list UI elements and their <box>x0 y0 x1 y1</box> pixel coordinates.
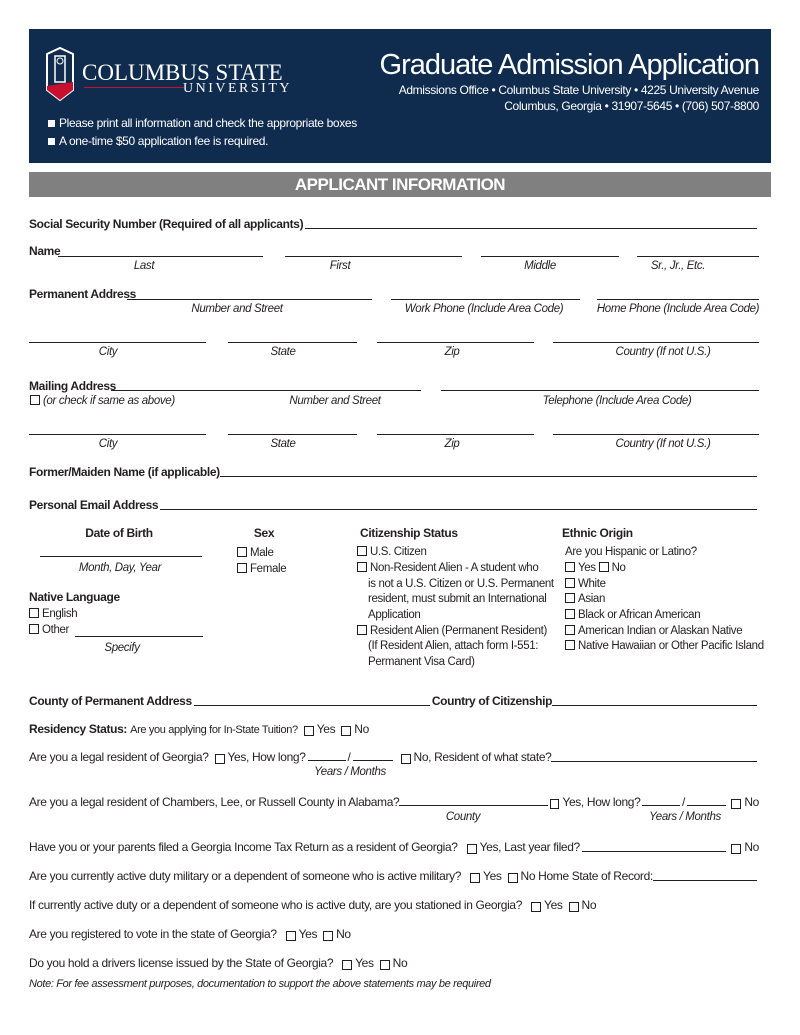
sublabel: Zip <box>444 346 460 358</box>
citizenship-note: resident, must submit an International <box>368 593 547 605</box>
work-phone-input[interactable] <box>391 299 580 300</box>
logo-subname: UNIVERSITY <box>183 81 292 96</box>
suffix-input[interactable] <box>637 256 759 257</box>
pacific-islander-checkbox[interactable]: Native Hawaiian or Other Pacific Island <box>565 640 764 652</box>
non-resident-alien-checkbox[interactable]: Non-Resident Alien - A student who <box>357 562 538 574</box>
mail-country-input[interactable] <box>553 434 759 435</box>
us-citizen-checkbox[interactable]: U.S. Citizen <box>357 546 427 558</box>
sublabel: Country (If not U.S.) <box>615 438 711 450</box>
sublabel: Last <box>133 260 155 272</box>
other-language-input[interactable] <box>75 636 203 637</box>
dob-label: Date of Birth <box>85 526 153 540</box>
mail-state-input[interactable] <box>228 434 357 435</box>
english-checkbox[interactable]: English <box>29 608 77 620</box>
sex-label: Sex <box>253 526 275 540</box>
middle-name-input[interactable] <box>481 256 619 257</box>
fee-note: Note: For fee assessment purposes, documentation to support the above statements may be required <box>29 978 491 990</box>
perm-state-input[interactable] <box>228 342 357 343</box>
instruction-1: Please print all information and check the appropriate boxes <box>48 116 357 130</box>
alabama-resident-row[interactable]: Are you a legal resident of Chambers, Lee, or Russell County in Alabama? Yes, How long? / No <box>29 795 759 809</box>
years-months-sublabel: Years / Months <box>314 766 386 778</box>
former-name-field[interactable]: Former/Maiden Name (if applicable) <box>29 465 759 479</box>
sublabel: State <box>270 346 296 358</box>
hispanic-question: Are you Hispanic or Latino? <box>565 546 697 558</box>
citizenship-label: Citizenship Status <box>360 526 458 540</box>
specify-sublabel: Specify <box>104 642 140 654</box>
address-line-2: Columbus, Georgia • 31907-5645 • (706) 507-8800 <box>504 99 759 113</box>
sublabel: Number and Street <box>191 303 283 315</box>
residency-status-row[interactable]: Residency Status: Are you applying for In-State Tuition? Yes No <box>29 722 369 736</box>
sublabel: Country (If not U.S.) <box>615 346 711 358</box>
form-title: Graduate Admission Application <box>379 49 759 81</box>
tax-return-row[interactable]: Have you or your parents filed a Georgia Income Tax Return as a resident of Georgia? Yes, Last year filed? No <box>29 840 759 854</box>
citizenship-note: Permanent Visa Card) <box>368 656 475 668</box>
female-checkbox[interactable]: Female <box>237 563 286 575</box>
perm-zip-input[interactable] <box>377 342 534 343</box>
university-logo-icon <box>43 46 77 104</box>
ethnic-origin-label: Ethnic Origin <box>562 526 633 540</box>
sublabel: Zip <box>444 438 460 450</box>
same-as-above-checkbox[interactable]: (or check if same as above) <box>30 395 175 407</box>
logo-rule <box>84 87 184 88</box>
mail-phone-input[interactable] <box>441 390 759 391</box>
male-checkbox[interactable]: Male <box>237 547 274 559</box>
sublabel: Sr., Jr., Etc. <box>650 260 706 272</box>
dob-input[interactable] <box>40 556 202 557</box>
mail-street-input[interactable] <box>111 390 421 391</box>
first-name-input[interactable] <box>285 256 462 257</box>
permanent-address-label: Permanent Address <box>29 287 136 301</box>
sublabel: Work Phone (Include Area Code) <box>404 303 564 315</box>
sublabel: Home Phone (Include Area Code) <box>596 303 760 315</box>
last-name-input[interactable] <box>58 256 263 257</box>
sublabel: City <box>98 438 118 450</box>
perm-country-input[interactable] <box>553 342 759 343</box>
citizenship-note: Application <box>368 609 421 621</box>
white-checkbox[interactable]: White <box>565 578 606 590</box>
mailing-address-label: Mailing Address <box>29 379 116 393</box>
address-line-1: Admissions Office • Columbus State University • 4225 University Avenue <box>398 83 759 97</box>
dob-sublabel: Month, Day, Year <box>78 562 162 574</box>
resident-alien-checkbox[interactable]: Resident Alien (Permanent Resident) <box>357 625 547 637</box>
sublabel: City <box>98 346 118 358</box>
years-months-sublabel: Years / Months <box>649 811 721 823</box>
stationed-row[interactable]: If currently active duty or a dependent of someone who is active duty, are you stationed in Georgia? Yes No <box>29 898 597 912</box>
section-title: APPLICANT INFORMATION <box>29 172 771 197</box>
header-banner <box>29 29 771 163</box>
citizenship-note: (If Resident Alien, attach form I-551: <box>368 640 539 652</box>
instruction-2: A one-time $50 application fee is required. <box>48 134 268 148</box>
citizenship-note: is not a U.S. Citizen or U.S. Permanent <box>368 578 554 590</box>
perm-city-input[interactable] <box>29 342 206 343</box>
hispanic-options[interactable]: Yes No <box>565 562 626 574</box>
email-field[interactable]: Personal Email Address <box>29 498 759 512</box>
sublabel: First <box>329 260 351 272</box>
other-language-checkbox[interactable]: Other <box>29 624 69 636</box>
county-sublabel: County <box>445 811 481 823</box>
asian-checkbox[interactable]: Asian <box>565 593 605 605</box>
mail-zip-input[interactable] <box>377 434 534 435</box>
voter-row[interactable]: Are you registered to vote in the state of Georgia? Yes No <box>29 927 351 941</box>
military-row[interactable]: Are you currently active duty military or a dependent of someone who is active military? Yes No Home State of Record: <box>29 869 759 883</box>
sublabel: Number and Street <box>289 395 381 407</box>
sublabel: Middle <box>524 260 556 272</box>
perm-street-input[interactable] <box>127 299 372 300</box>
mail-city-input[interactable] <box>29 434 206 435</box>
georgia-resident-row[interactable]: Are you a legal resident of Georgia? Yes, How long? / No, Resident of what state? <box>29 750 759 764</box>
native-language-label: Native Language <box>29 590 120 604</box>
sublabel: Telephone (Include Area Code) <box>542 395 692 407</box>
county-country-row[interactable]: County of Permanent Address Country of Citizenship <box>29 694 759 708</box>
name-label: Name <box>29 244 61 258</box>
sublabel: State <box>270 438 296 450</box>
home-phone-input[interactable] <box>597 299 759 300</box>
american-indian-checkbox[interactable]: American Indian or Alaskan Native <box>565 625 742 637</box>
ssn-field[interactable]: Social Security Number (Required of all applicants) <box>29 217 759 231</box>
black-checkbox[interactable]: Black or African American <box>565 609 700 621</box>
logo-name: COLUMBUS STATE <box>82 60 283 85</box>
license-row[interactable]: Do you hold a drivers license issued by the State of Georgia? Yes No <box>29 956 408 970</box>
